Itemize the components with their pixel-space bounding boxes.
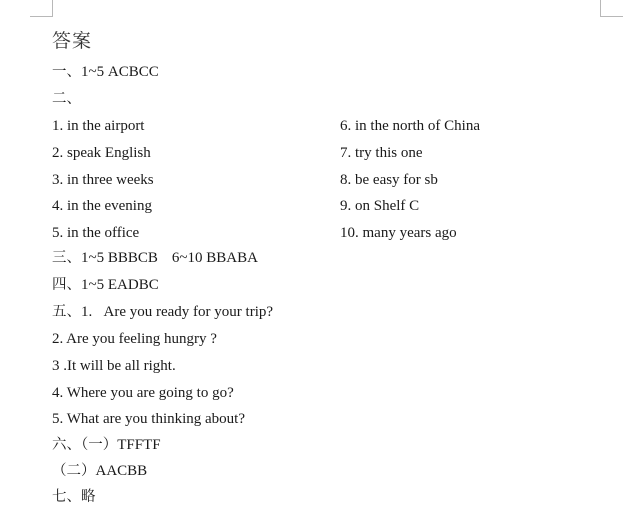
- section-2-item-3: 3. in three weeks: [52, 172, 154, 188]
- section-4-answers: 1~5 EADBC: [81, 277, 159, 293]
- section-7: [52, 487, 96, 507]
- section-6-sub-2-answers: AACBB: [95, 463, 148, 479]
- section-4-marker: 四、: [52, 277, 81, 293]
- section-2: [52, 89, 81, 109]
- section-7-answers: 略: [81, 489, 96, 505]
- section-5: [52, 302, 273, 322]
- top-left-corner-mark: [30, 0, 53, 17]
- section-5-item-2: 2. Are you feeling hungry ?: [52, 331, 217, 347]
- section-3-answers-part-1: 1~5 BBBCB: [81, 250, 158, 266]
- section-2-item-4: 4. in the evening: [52, 198, 152, 214]
- section-1-answers: 1~5 ACBCC: [81, 64, 159, 80]
- section-6-sub-1-answers: TFFTF: [117, 437, 161, 453]
- section-6-sub-2-marker: （二）: [52, 463, 96, 479]
- section-2-item-1: 1. in the airport: [52, 118, 145, 134]
- document-title: 答案: [52, 30, 93, 52]
- section-6-marker: 六、: [52, 437, 81, 453]
- section-2-item-2: 2. speak English: [52, 145, 151, 161]
- section-7-marker: 七、: [52, 489, 81, 505]
- top-right-corner-mark: [600, 0, 623, 17]
- section-2-item-8: 8. be easy for sb: [340, 172, 438, 188]
- section-2-item-6: 6. in the north of China: [340, 118, 480, 134]
- section-2-item-9: 9. on Shelf C: [340, 198, 420, 214]
- section-5-item-3: 3 .It will be all right.: [52, 358, 176, 374]
- section-1-marker: 一、: [52, 64, 81, 80]
- section-6-sub-2: [52, 461, 147, 481]
- section-5-item-5: 5. What are you thinking about?: [52, 411, 246, 427]
- section-2-item-7: 7. try this one: [340, 145, 423, 161]
- section-1: [52, 62, 159, 82]
- section-2-item-10: 10. many years ago: [340, 225, 457, 241]
- section-3-answers-part-2: 6~10 BBABA: [171, 250, 258, 266]
- section-5-marker: 五、: [52, 304, 81, 320]
- section-3: [52, 248, 258, 268]
- section-3-marker: 三、: [52, 250, 81, 266]
- section-5-item-1: 1. Are you ready for your trip?: [81, 304, 274, 320]
- section-6: [52, 435, 161, 455]
- section-5-item-4: 4. Where you are going to go?: [52, 385, 234, 401]
- section-2-item-5: 5. in the office: [52, 225, 140, 241]
- section-6-sub-1-marker: （一）: [81, 437, 118, 453]
- section-4: [52, 275, 159, 295]
- section-2-marker: 二、: [52, 91, 81, 107]
